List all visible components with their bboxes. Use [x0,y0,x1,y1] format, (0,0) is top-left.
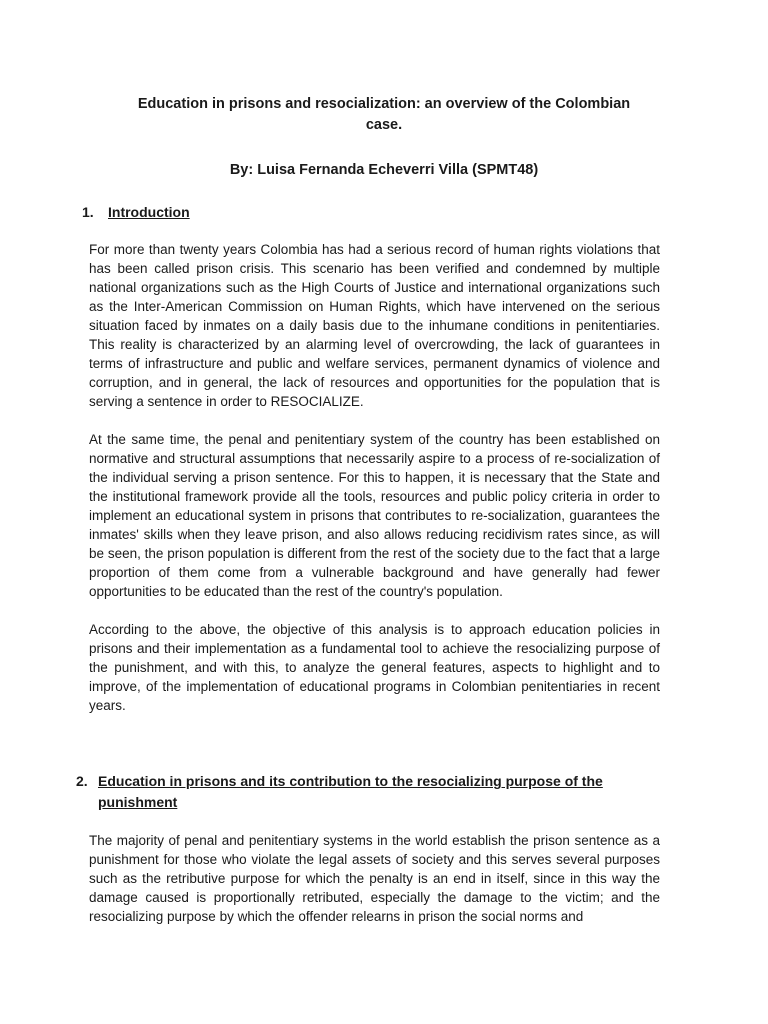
section-1-title: Introduction [108,204,190,220]
section-1-heading [82,202,662,223]
document-title: Education in prisons and resocialization: an overview of the Colombian case. [137,96,631,133]
intro-paragraph-3: According to the above, the objective of this analysis is to approach education policies in prisons and their implementation as a fundamental tool to achieve the resocializing purpose of the punishment, and with this, to analyze the general features, aspects to highlight and to improve, of the implementation of educational programs in Colombian penitentiaries in recent years. [89,622,660,713]
section-2-paragraph-1: The majority of penal and penitentiary systems in the world establish the prison sentence as a punishment for those who violate the legal assets of society and this serves several purposes such as the retributive purpose for which the penalty is an end in itself, since in this way the damage caused is proportionally retributed, especially the damage to the victim; and the resocializing purpose by which the offender relearns in prison the social norms and [89,833,660,924]
section-2-title: Education in prisons and its contribution to the resocializing purpose of the punishment [98,773,603,810]
section-2-heading [76,771,636,813]
intro-paragraph-2: At the same time, the penal and penitentiary system of the country has been established on normative and structural assumptions that necessarily aspire to a process of re-socialization of the individual serving a prison sentence. For this to happen, it is necessary that the State and the institutional framework provide all the tools, resources and public policy criteria in order to implement an educational system in prisons that contributes to re-socialization, guarantees the inmates' skills when they leave prison, and also allows reducing recidivism rates since, as will be seen, the prison population is different from the rest of the society due to the fact that a large proportion of them come from a vulnerable background and have generally had fewer opportunities to be educated than the rest of the country's population. [89,432,660,599]
document-byline: By: Luisa Fernanda Echeverri Villa (SPMT48) [229,162,539,178]
section-1-number: 1. [82,204,94,220]
intro-paragraph-1: For more than twenty years Colombia has had a serious record of human rights violations that has been called prison crisis. This scenario has been verified and condemned by multiple national organizations such as the High Courts of Justice and international organizations such as the Inter-American Commission on Human Rights, which have intervened on the serious situation faced by inmates on a daily basis due to the inhumane conditions in penitentiaries. This reality is characterized by an alarming level of overcrowding, the lack of guarantees in terms of infrastructure and public and welfare services, permanent dynamics of violence and corruption, and in general, the lack of resources and opportunities for the population that is serving a sentence in order to RESOCIALIZE. [89,242,660,409]
section-2-number: 2. [76,773,88,789]
